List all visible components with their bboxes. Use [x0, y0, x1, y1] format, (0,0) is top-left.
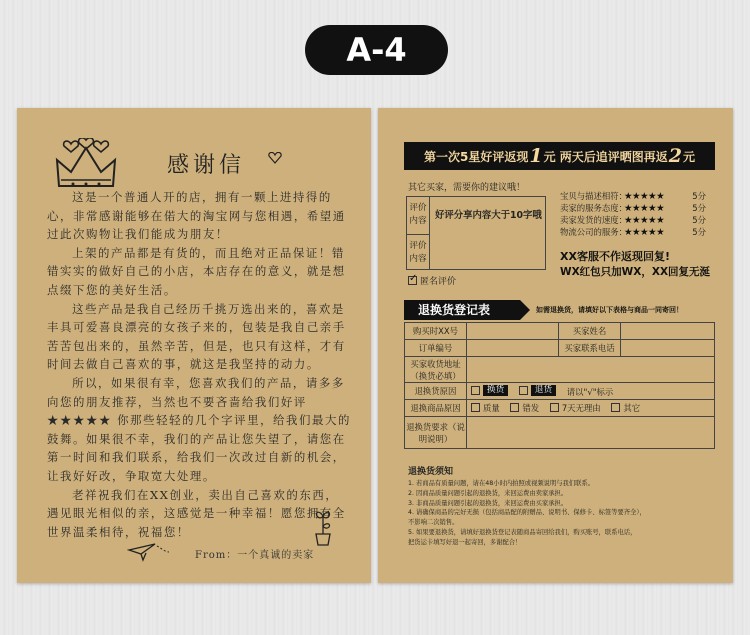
form-label: 买家姓名: [559, 323, 621, 340]
reason-option[interactable]: [550, 402, 601, 414]
form-label: 订单编号: [405, 340, 467, 357]
register-header: [404, 300, 715, 320]
promo-text: 元: [683, 149, 696, 164]
notice-item: 3. 非商品质量问题引起的退换货，来回运费由买家承担。: [408, 499, 568, 507]
section-badge: A-4: [305, 25, 448, 75]
buyer-phone-field[interactable]: [621, 340, 715, 357]
letter-title: 感谢信: [167, 153, 246, 178]
rating-label: 卖家的服务态度：: [560, 203, 627, 213]
form-label: 买家收货地址（换货必填）: [405, 357, 467, 383]
rating-row: [560, 202, 710, 214]
notice-item: 不影响二次销售。: [408, 519, 459, 527]
paper-plane-icon: [127, 540, 171, 562]
letter-paragraph: 这些产品是我自己经历千挑万选出来的，喜欢是丰具可爱喜良漂亮的女孩子来的，包装是我自己亲手苦苦包出来的，虽然辛苦，但是，也只有这样，才有时间去做自己喜欢的事，就这是我坚持的动力。: [47, 301, 346, 372]
review-message: 好评分享内容大于10字哦: [435, 210, 542, 221]
cashback-banner: [404, 142, 715, 170]
rating-score: 5分: [692, 203, 706, 213]
heart-icon: [268, 152, 282, 164]
notice-item: 5. 如果要退换货，请填好退换货登记表随商品寄回给我们，购买账号，联系电话，: [408, 528, 637, 536]
exchange-label: 换货: [483, 385, 508, 396]
star-rating: ★★★★★: [624, 190, 665, 202]
return-form: [404, 322, 715, 449]
rating-label: 宝贝与描述相符：: [560, 191, 627, 201]
rating-row: [560, 226, 710, 238]
reason-option[interactable]: [471, 402, 500, 414]
address-field[interactable]: [467, 357, 715, 383]
promo-amount: 1: [529, 145, 543, 167]
refund-option[interactable]: [519, 385, 556, 396]
reason-label: 7天无理由: [561, 402, 601, 413]
promo-text: 第一次5星好评返现: [423, 149, 529, 164]
reason-option[interactable]: [611, 402, 640, 414]
star-rating: ★★★★★: [624, 202, 665, 214]
notice-item: 2. 因商品质量问题引起的退换货，来回运费由卖家承担。: [408, 489, 568, 497]
notice-item: 4. 请确保商品的完好无损（包括商品配的附赠品、说明书、保修卡、标签等要齐全），: [408, 509, 646, 517]
refund-checkbox[interactable]: [519, 386, 528, 395]
reason-checkbox[interactable]: [471, 403, 480, 412]
rating-list: [560, 190, 710, 238]
rating-row: [560, 214, 710, 226]
refund-label: 退货: [531, 385, 556, 396]
anonymous-checkbox[interactable]: [408, 276, 417, 285]
star-rating: ★★★★★: [624, 226, 665, 238]
register-note: 如需退换货，请填好以下表格与商品一同寄回！: [536, 306, 683, 314]
promo-amount: 2: [668, 145, 682, 167]
anonymous-review: [408, 274, 456, 287]
exchange-option[interactable]: [471, 385, 508, 396]
potted-plant-icon: [311, 506, 335, 546]
form-label: 退换货原因: [405, 383, 467, 400]
notice-item: 1. 若商品有质量问题，请在48小时内拍照或视频说明与我们联系。: [408, 480, 595, 487]
review-box: [406, 196, 546, 270]
notice-title: 退换货须知: [408, 467, 454, 477]
promo-text: 元 两天后追评晒图再返: [543, 149, 668, 164]
rating-label: 卖家发货的速度：: [560, 215, 627, 225]
order-no-field[interactable]: [467, 340, 559, 357]
notice-item: 把货运卡填写好退一起寄回，多谢配合！: [408, 538, 522, 546]
review-hint: 其它买家，需要你的建议哦！: [408, 183, 526, 193]
anonymous-label: 匿名评价: [420, 277, 457, 287]
letter-signature: From：一个真诚的卖家: [195, 550, 315, 561]
reason-options: [467, 400, 715, 417]
reason-option[interactable]: [510, 402, 539, 414]
register-title: 退换货登记表: [404, 300, 520, 320]
service-notice: WX红包只加WX，XX回复无涎: [560, 266, 711, 278]
rating-row: [560, 190, 710, 202]
reason-label: 错发: [522, 402, 540, 413]
tick-hint: 请以"√"标示: [566, 386, 614, 397]
reason-checkbox[interactable]: [550, 403, 559, 412]
reason-label: 质量: [483, 402, 500, 413]
buyer-id-field[interactable]: [467, 323, 559, 340]
letter-paragraph: 老祥祝我们在XX创业，卖出自己喜欢的东西，遇见眼光相似的亲，这感觉是一种幸福！愿您拥有全世界温柔相待，祝福您！: [47, 487, 346, 539]
crown-icon: [55, 138, 117, 190]
form-label: 购买时XX号: [405, 323, 467, 340]
service-notice: XX客服不作返现回复!: [560, 250, 670, 263]
letter-body: [47, 188, 351, 541]
request-field[interactable]: [467, 417, 715, 449]
review-label: 评价内容: [409, 241, 427, 264]
reason-checkbox[interactable]: [510, 403, 519, 412]
rating-score: 5分: [692, 191, 706, 201]
form-label: 退换货要求（说明说明）: [405, 417, 467, 449]
return-notice: [408, 464, 712, 548]
rating-score: 5分: [692, 215, 706, 225]
buyer-name-field[interactable]: [621, 323, 715, 340]
review-label: 评价内容: [409, 203, 427, 226]
letter-paragraph: 上架的产品都是有货的，而且绝对正品保证！错错实实的做好自己的小店，本店存在的意义，就是想点缀下您的美好生活。: [47, 245, 346, 297]
letter-paragraph: 这是一个普通人开的店，拥有一颗上进持得的心，非常感谢能够在偌大的淘宝网与您相遇，希望通过此次购物让我们能成为朋友！: [47, 190, 346, 242]
form-label: 买家联系电话: [559, 340, 621, 357]
thank-you-card: [17, 108, 371, 583]
reason-checkbox[interactable]: [611, 403, 620, 412]
return-type-options: [467, 383, 715, 400]
star-rating: ★★★★★: [624, 214, 665, 226]
form-label: 退换商品原因: [405, 400, 467, 417]
return-form-card: [378, 108, 733, 583]
rating-score: 5分: [692, 227, 706, 237]
reason-label: 其它: [623, 402, 641, 413]
rating-label: 物流公司的服务：: [560, 227, 627, 237]
letter-paragraph: 所以，如果很有幸，您喜欢我们的产品，请多多向您的朋友推荐，当然也不要吝啬给我们好评 ★★★★★ 你那些轻轻的几个字评里，给我们最大的鼓舞。如果很不幸，我们的产品让您失望了，请您在第一时间和我们联系，给我们一次改过自新的机会，让我好好改，争取宽大处理。: [47, 375, 352, 483]
exchange-checkbox[interactable]: [471, 386, 480, 395]
